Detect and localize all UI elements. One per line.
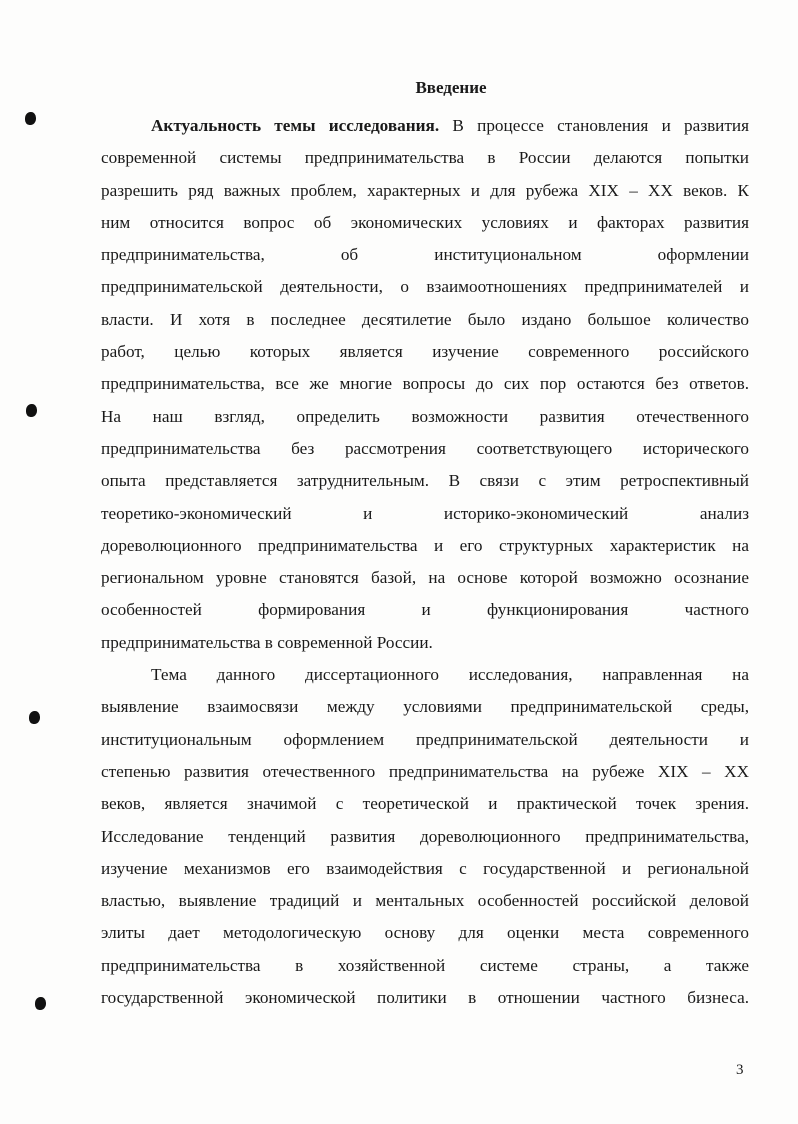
text-line: современной системы предпринимательства в России делаются попытки [101, 148, 749, 168]
text-line: работ, целью которых является изучение современного российского [101, 342, 749, 362]
text-line: ним относится вопрос об экономических условиях и факторах развития [101, 212, 749, 232]
text-line: предпринимательства в хозяйственной системе страны, а также [101, 955, 749, 975]
text-line: дореволюционного предпринимательства и его структурных характеристик на [101, 535, 749, 555]
text-line: предпринимательства, об институциональном оформлении [101, 245, 749, 265]
text-line: опыта представляется затруднительным. В связи с этим ретроспективный [101, 471, 749, 491]
body-text [101, 110, 749, 1014]
text-line: изучение механизмов его взаимодействия с государственной и региональной [101, 858, 749, 878]
section-heading: Введение [415, 78, 487, 97]
text-line: На наш взгляд, определить возможности развития отечественного [101, 406, 749, 426]
text-line: институциональным оформлением предпринимательской деятельности и [101, 729, 749, 749]
paragraph-1-last-line: предпринимательства в современной России. [101, 632, 433, 652]
paragraph-lead-rest: В процессе становления и развития [439, 116, 749, 135]
text-line: веков, является значимой с теоретической и практической точек зрения. [101, 794, 749, 814]
text-line: Исследование тенденций развития дореволюционного предпринимательства, [101, 826, 749, 846]
text-line: степенью развития отечественного предпринимательства на рубеже XIX – XX [101, 761, 749, 781]
text-line: предпринимательства, все же многие вопросы до сих пор остаются без ответов. [101, 374, 749, 394]
paragraph-lead: Актуальность темы исследования. [151, 116, 440, 135]
binder-hole-mark [25, 112, 36, 125]
text-line: государственной экономической политики в отношении частного бизнеса. [101, 988, 749, 1008]
text-line: предпринимательства без рассмотрения соответствующего исторического [101, 438, 749, 458]
text-line: теоретико-экономический и историко-экономический анализ [101, 503, 749, 523]
text-line: властью, выявление традиций и ментальных особенностей российской деловой [101, 891, 749, 911]
paragraph-1-first-line [101, 110, 749, 142]
binder-hole-mark [29, 711, 40, 724]
paragraph-2-first-line: Тема данного диссертационного исследования, направленная на [151, 665, 749, 685]
text-line: элиты дает методологическую основу для оценки места современного [101, 923, 749, 943]
text-line: региональном уровне становятся базой, на основе которой возможно осознание [101, 568, 749, 588]
text-line: разрешить ряд важных проблем, характерных и для рубежа XIX – XX веков. К [101, 180, 749, 200]
text-line: предпринимательской деятельности, о взаимоотношениях предпринимателей и [101, 277, 749, 297]
page-number: 3 [736, 1062, 744, 1078]
binder-hole-mark [35, 997, 46, 1010]
text-line: особенностей формирования и функционирования частного [101, 600, 749, 620]
binder-hole-mark [26, 404, 37, 417]
text-line: выявление взаимосвязи между условиями предпринимательской среды, [101, 697, 749, 717]
text-line: власти. И хотя в последнее десятилетие было издано большое количество [101, 309, 749, 329]
